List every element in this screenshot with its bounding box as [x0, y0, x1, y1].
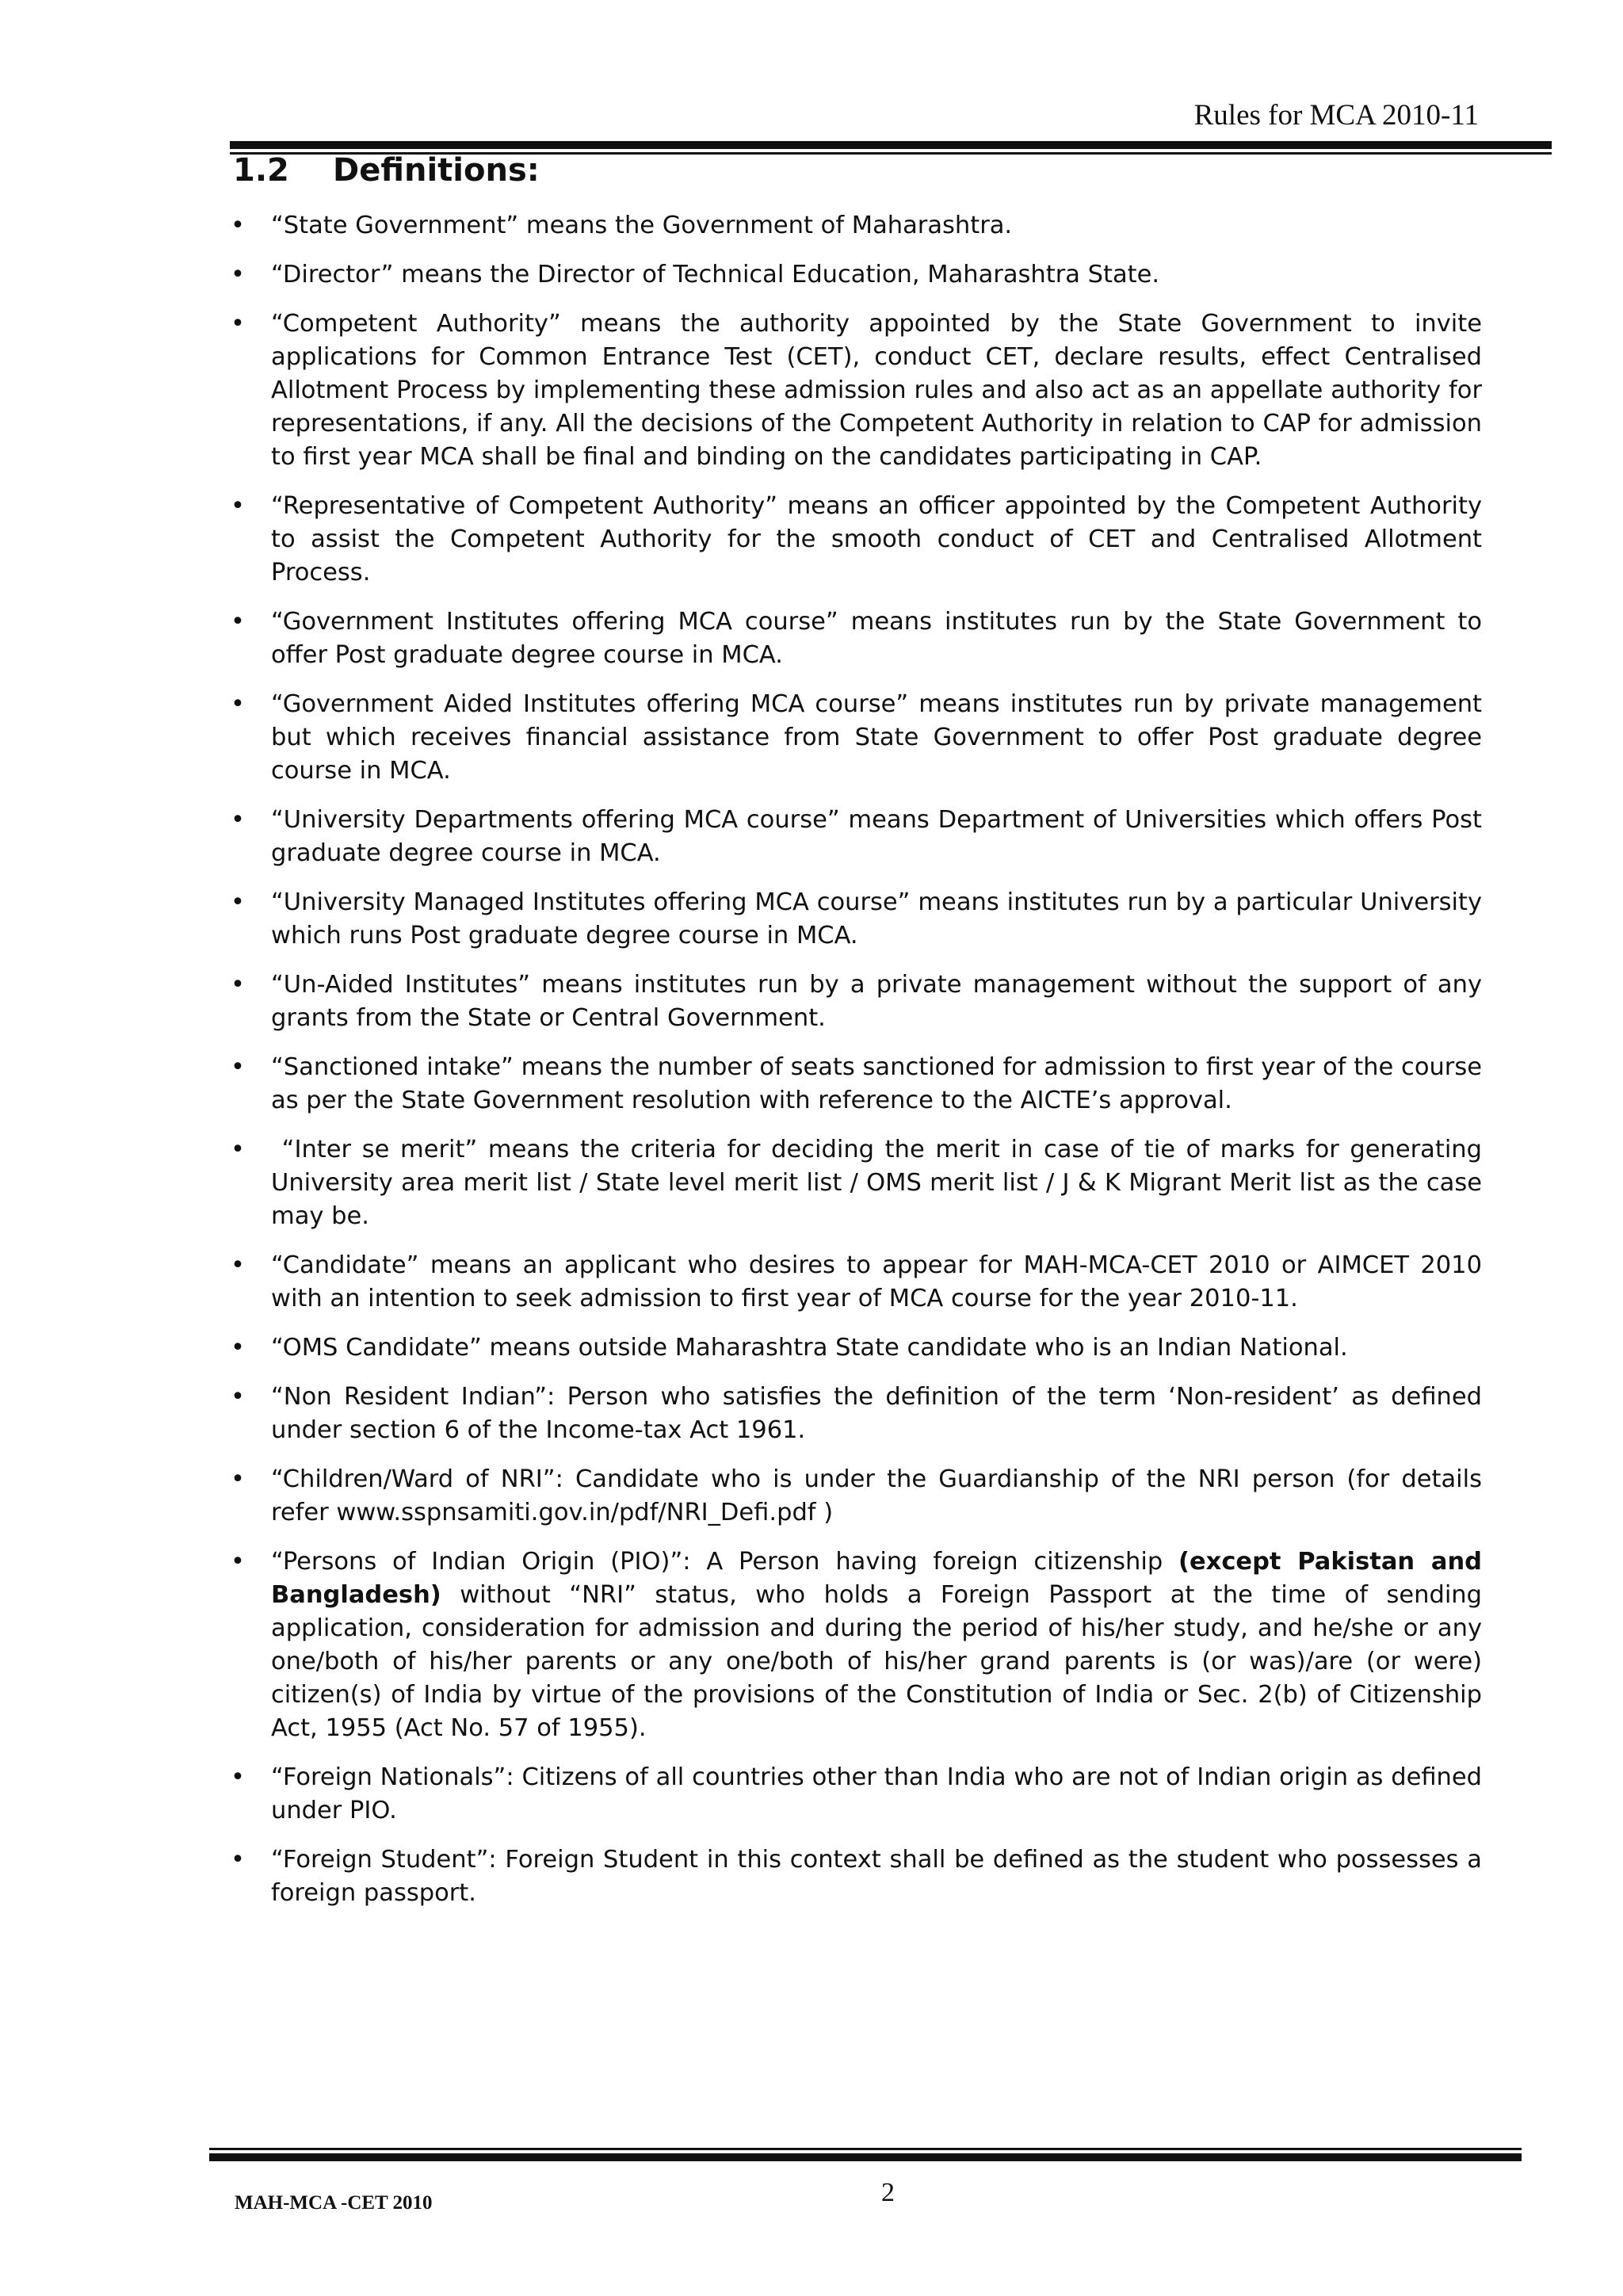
bullet-icon: • [231, 1465, 245, 1493]
bullet-icon: • [231, 212, 245, 239]
section-number: 1.2 [233, 152, 289, 189]
definition-item: • “Competent Authority” means the authority appointed by the State Government to invite applications for Common Entrance Test (CET), conduct CET, declare results, effect Centralised Allotment Process by implementing these admission rules and also act as an appellate authority for representations, if any. All the decisions of the Competent Authority in relation to CAP for admission to first year MCA shall be final and binding on the candidates participating in CAP. [230, 308, 1482, 474]
bullet-icon: • [231, 1383, 245, 1411]
bullet-icon: • [231, 1846, 245, 1874]
bullet-icon: • [231, 1334, 245, 1362]
definition-item: • “Children/Ward of NRI”: Candidate who is under the Guardianship of the NRI person (for details refer www.sspnsamiti.gov.in/pdf/NRI_Defi.pdf ) [230, 1463, 1482, 1530]
running-header: Rules for MCA 2010-11 [1193, 99, 1479, 132]
footer-rule-thin [209, 2148, 1522, 2150]
bullet-icon: • [231, 888, 245, 916]
definition-item: • “OMS Candidate” means outside Maharashtra State candidate who is an Indian National. [230, 1331, 1482, 1365]
bullet-icon: • [231, 1251, 245, 1279]
bullet-icon: • [231, 1136, 245, 1163]
definition-item: • “Non Resident Indian”: Person who satisfies the definition of the term ‘Non-resident’ as defined under section 6 of the Income-tax Act 1961. [230, 1381, 1482, 1447]
footer-rule-thick [209, 2153, 1522, 2161]
definition-item: • “Director” means the Director of Technical Education, Maharashtra State. [230, 258, 1482, 292]
footer-label: MAH-MCA -CET 2010 [235, 2192, 433, 2214]
page-number: 2 [881, 2178, 895, 2207]
bullet-icon: • [231, 261, 245, 288]
definition-item: • “Government Institutes offering MCA course” means institutes run by the State Government to offer Post graduate degree course in MCA. [230, 606, 1482, 672]
definition-item: • “University Managed Institutes offering MCA course” means institutes run by a particular University which runs Post graduate degree course in MCA. [230, 886, 1482, 953]
bullet-icon: • [231, 492, 245, 520]
definition-item: • “Sanctioned intake” means the number of seats sanctioned for admission to first year of the course as per the State Government resolution with reference to the AICTE’s approval. [230, 1051, 1482, 1117]
definition-item: • “Persons of Indian Origin (PIO)”: A Person having foreign citizenship (except Pakistan and Bangladesh) without “NRI” status, who holds a Foreign Passport at the time of sending application, consideration for admission and during the period of his/her study, and he/she or any one/both of his/her parents or any one/both of his/her grand parents is (or was)/are (or were) citizen(s) of India by virtue of the provisions of the Constitution of India or Sec. 2(b) of Citizenship Act, 1955 (Act No. 57 of 1955). [230, 1545, 1482, 1745]
bullet-icon: • [231, 1053, 245, 1081]
bullet-icon: • [231, 608, 245, 636]
section-heading [233, 152, 540, 189]
definition-item: • “Government Aided Institutes offering MCA course” means institutes run by private management but which receives financial assistance from State Government to offer Post graduate degree course in MCA. [230, 688, 1482, 788]
bullet-icon: • [231, 690, 245, 718]
bullet-icon: • [231, 806, 245, 834]
definition-item: • “State Government” means the Government of Maharashtra. [230, 209, 1482, 243]
definition-item: • “Un-Aided Institutes” means institutes run by a private management without the support of any grants from the State or Central Government. [230, 968, 1482, 1035]
definition-item: • “Foreign Student”: Foreign Student in this context shall be defined as the student who possesses a foreign passport. [230, 1843, 1482, 1910]
definition-item: • “Representative of Competent Authority” means an officer appointed by the Competent Authority to assist the Competent Authority for the smooth conduct of CET and Centralised Allotment Process. [230, 490, 1482, 590]
definition-item: • “Candidate” means an applicant who desires to appear for MAH-MCA-CET 2010 or AIMCET 2010 with an intention to seek admission to first year of MCA course for the year 2010-11. [230, 1249, 1482, 1316]
definition-item: • “University Departments offering MCA course” means Department of Universities which offers Post graduate degree course in MCA. [230, 804, 1482, 870]
bullet-icon: • [231, 971, 245, 999]
section-title: Definitions: [333, 152, 540, 189]
definition-item: • “Inter se merit” means the criteria for deciding the merit in case of tie of marks for generating University area merit list / State level merit list / OMS merit list / J & K Migrant Merit list as the case may be. [230, 1133, 1482, 1233]
bullet-icon: • [231, 1548, 245, 1576]
bullet-icon: • [231, 1763, 245, 1791]
header-rule-thick [230, 141, 1552, 149]
emphasis: (except Pakistan and Bangladesh) [271, 1548, 1482, 1609]
definitions-list [230, 209, 1482, 1926]
bullet-icon: • [231, 310, 245, 338]
definition-item: • “Foreign Nationals”: Citizens of all countries other than India who are not of Indian origin as defined under PIO. [230, 1761, 1482, 1828]
